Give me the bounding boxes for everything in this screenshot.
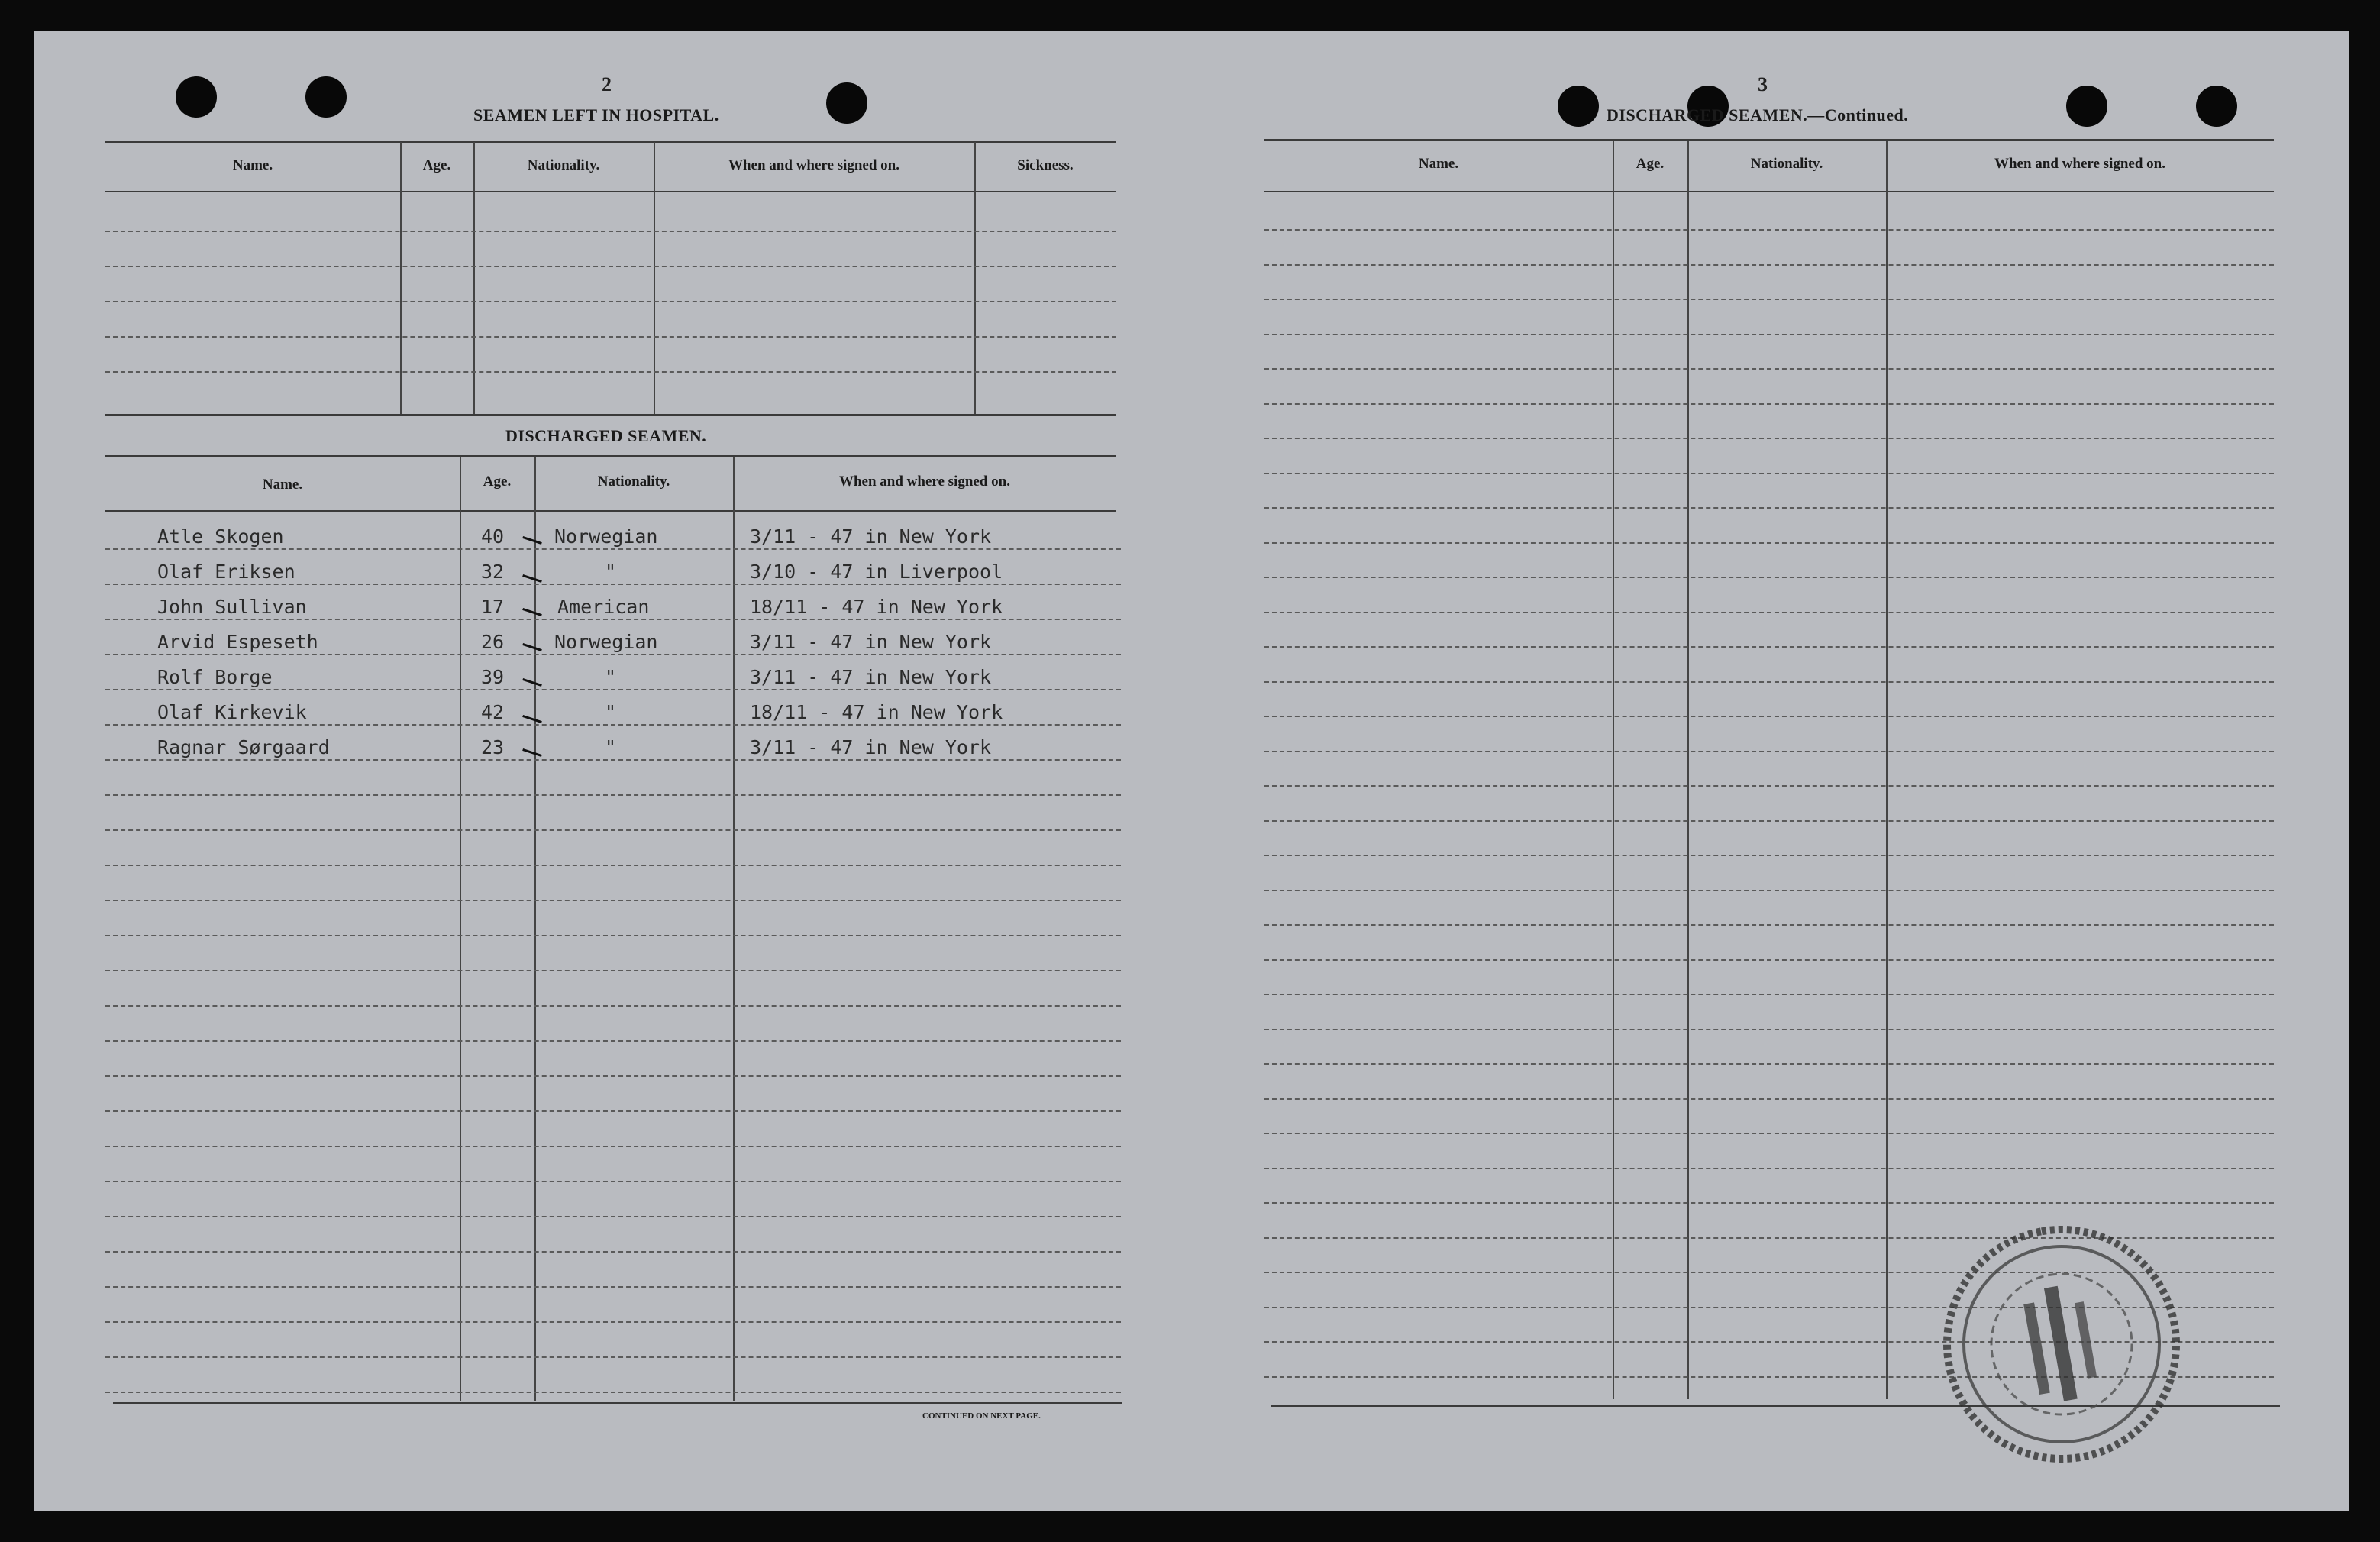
- ruled-line: [1264, 612, 2274, 613]
- ruled-line: [1264, 890, 2274, 891]
- hospital-col-sickness: Sickness.: [1017, 157, 1074, 173]
- seaman-nationality: ": [605, 561, 617, 583]
- seaman-name: Olaf Kirkevik: [157, 701, 307, 723]
- hospital-col-name: Name.: [232, 157, 273, 173]
- page-number-left: 2: [602, 73, 612, 95]
- discharged-top-rule: [105, 455, 1116, 457]
- ruled-line: [1264, 299, 2274, 300]
- ruled-line: [1264, 403, 2274, 405]
- punch-hole: [176, 76, 217, 118]
- ruled-line: [105, 970, 1121, 971]
- ruled-line: [105, 1040, 1121, 1042]
- ruled-line: [1264, 1202, 2274, 1204]
- ruled-line: [105, 584, 1121, 585]
- hospital-col-nationality: Nationality.: [527, 157, 600, 173]
- seaman-signed-on: 18/11 - 47 in New York: [750, 701, 1003, 723]
- ruled-line: [105, 1356, 1121, 1358]
- ruled-line: [105, 724, 1121, 726]
- seaman-name: John Sullivan: [157, 596, 307, 618]
- ruled-line: [1264, 507, 2274, 509]
- discharged-bottom-rule: [113, 1402, 1122, 1404]
- seaman-age: 23: [481, 736, 505, 758]
- column-divider: [460, 457, 461, 1401]
- seaman-signed-on: 3/11 - 47 in New York: [750, 525, 992, 548]
- seaman-name: Atle Skogen: [157, 525, 284, 548]
- discharged-col-age: Age.: [483, 474, 512, 490]
- continued-col-signed-on: When and where signed on.: [1994, 156, 2165, 172]
- seaman-signed-on: 3/11 - 47 in New York: [750, 631, 992, 653]
- discharged-header-rule: [105, 510, 1116, 512]
- ruled-line: [1264, 334, 2274, 335]
- ruled-line: [105, 1075, 1121, 1077]
- seaman-signed-on: 3/11 - 47 in New York: [750, 666, 992, 688]
- seaman-name: Ragnar Sørgaard: [157, 736, 330, 758]
- ruled-line: [105, 619, 1121, 620]
- column-divider: [654, 142, 655, 414]
- ruled-line: [105, 1392, 1121, 1393]
- seaman-nationality: ": [605, 701, 617, 723]
- column-divider: [733, 457, 735, 1401]
- seaman-signed-on: 18/11 - 47 in New York: [750, 596, 1003, 618]
- ruled-line: [1264, 473, 2274, 474]
- ruled-line: [105, 1110, 1121, 1112]
- ruled-line: [105, 759, 1121, 761]
- ruled-line: [1264, 1168, 2274, 1169]
- punch-hole: [826, 82, 867, 124]
- ruled-line: [1264, 959, 2274, 961]
- ruled-line: [105, 935, 1121, 936]
- ruled-line: [105, 865, 1121, 866]
- ruled-line: [105, 900, 1121, 901]
- seaman-name: Rolf Borge: [157, 666, 273, 688]
- seaman-signed-on: 3/10 - 47 in Liverpool: [750, 561, 1003, 583]
- ruled-line: [1264, 1098, 2274, 1100]
- ruled-line: [105, 371, 1116, 373]
- ruled-line: [105, 1216, 1121, 1217]
- postmark-stamp: [1932, 1214, 2191, 1474]
- punch-hole: [305, 76, 347, 118]
- ruled-line: [105, 829, 1121, 831]
- ruled-line: [1264, 994, 2274, 995]
- hospital-header-rule: [105, 191, 1116, 192]
- seaman-age: 39: [481, 666, 505, 688]
- page-number-right: 3: [1758, 73, 1768, 95]
- ruled-line: [1264, 855, 2274, 856]
- discharged-col-nationality: Nationality.: [597, 474, 670, 490]
- ruled-line: [105, 1005, 1121, 1007]
- ruled-line: [105, 548, 1121, 550]
- ruled-line: [105, 266, 1116, 267]
- column-divider: [1613, 141, 1614, 1399]
- ruled-line: [1264, 1063, 2274, 1065]
- seaman-nationality: Norwegian: [554, 525, 658, 548]
- ruled-line: [105, 1286, 1121, 1288]
- seaman-name: Olaf Eriksen: [157, 561, 295, 583]
- column-divider: [473, 142, 475, 414]
- ruled-line: [105, 301, 1116, 302]
- seaman-nationality: Norwegian: [554, 631, 658, 653]
- hospital-col-age: Age.: [422, 157, 451, 173]
- seaman-nationality: ": [605, 666, 617, 688]
- seaman-signed-on: 3/11 - 47 in New York: [750, 736, 992, 758]
- discharged-col-signed-on: When and where signed on.: [838, 474, 1010, 490]
- column-divider: [974, 142, 976, 414]
- seaman-age: 32: [481, 561, 505, 583]
- ruled-line: [105, 1251, 1121, 1253]
- ruled-line: [105, 336, 1116, 338]
- discharged-section-title: DISCHARGED SEAMEN.: [505, 426, 707, 445]
- ruled-line: [105, 794, 1121, 796]
- seaman-nationality: American: [557, 596, 650, 618]
- ruled-line: [1264, 229, 2274, 231]
- seaman-age: 42: [481, 701, 505, 723]
- ruled-line: [1264, 1029, 2274, 1030]
- ruled-line: [105, 1146, 1121, 1147]
- seaman-age: 26: [481, 631, 505, 653]
- ruled-line: [1264, 751, 2274, 752]
- right-header-rule: [1264, 191, 2274, 192]
- ruled-line: [105, 654, 1121, 655]
- column-divider: [534, 457, 536, 1401]
- ruled-line: [105, 231, 1116, 232]
- continued-col-name: Name.: [1418, 156, 1459, 172]
- discharged-continued-title: DISCHARGED SEAMEN.—Continued.: [1607, 105, 1909, 124]
- ruled-line: [1264, 438, 2274, 439]
- seaman-name: Arvid Espeseth: [157, 631, 318, 653]
- ruled-line: [105, 1321, 1121, 1323]
- punch-hole: [2196, 86, 2237, 127]
- column-divider: [1687, 141, 1689, 1399]
- hospital-bottom-rule: [105, 414, 1116, 416]
- ruled-line: [1264, 820, 2274, 822]
- continued-col-nationality: Nationality.: [1750, 156, 1823, 172]
- continued-note: CONTINUED ON NEXT PAGE.: [922, 1411, 1041, 1421]
- ruled-line: [1264, 646, 2274, 648]
- hospital-section-title: SEAMEN LEFT IN HOSPITAL.: [473, 105, 719, 124]
- continued-col-age: Age.: [1636, 156, 1665, 172]
- ruled-line: [1264, 785, 2274, 787]
- ruled-line: [105, 1181, 1121, 1182]
- ruled-line: [1264, 542, 2274, 544]
- right-top-rule: [1264, 139, 2274, 141]
- discharged-col-name: Name.: [262, 477, 303, 493]
- seaman-age: 17: [481, 596, 505, 618]
- ruled-line: [1264, 264, 2274, 266]
- ruled-line: [1264, 681, 2274, 683]
- hospital-top-rule: [105, 141, 1116, 143]
- ruled-line: [1264, 716, 2274, 717]
- column-divider: [1886, 141, 1888, 1399]
- column-divider: [400, 142, 402, 414]
- seaman-age: 40: [481, 525, 505, 548]
- ruled-line: [105, 689, 1121, 690]
- punch-hole: [1558, 86, 1599, 127]
- punch-hole: [2066, 86, 2107, 127]
- hospital-col-signed-on: When and where signed on.: [728, 157, 899, 173]
- ruled-line: [1264, 924, 2274, 926]
- ruled-line: [1264, 1133, 2274, 1134]
- seaman-nationality: ": [605, 736, 617, 758]
- ruled-line: [1264, 368, 2274, 370]
- ruled-line: [1264, 577, 2274, 578]
